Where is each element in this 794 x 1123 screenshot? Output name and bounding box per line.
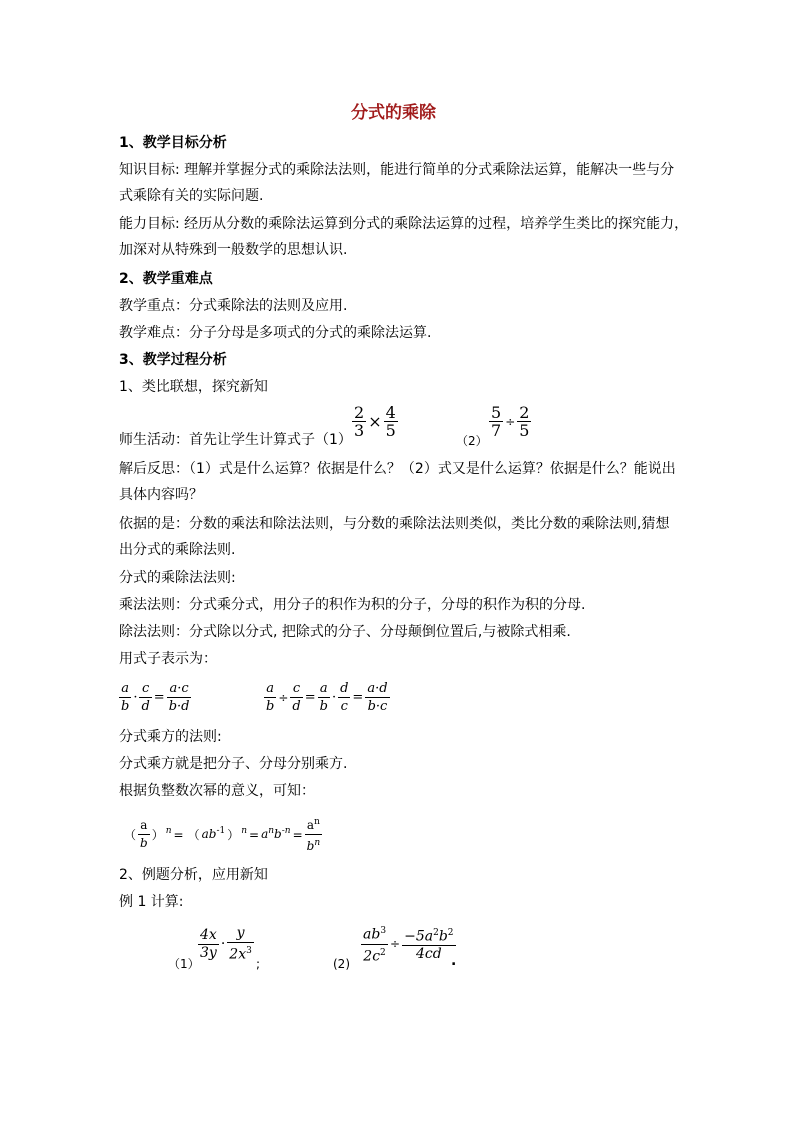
power-rule-formula: （ $\frac{a}{b}$ ） $^n$ = （ $ab^{-1}$ ） $^n = a^nb^{-n}$ = $\frac{a^n}{b^n}$ (124, 817, 321, 853)
example2-expression: $\frac{ab^3}{2c^2}$ ÷ $\frac{-5a^2b^2}{4cd}$ (363, 926, 454, 965)
ability-goal-line1: 能力目标: 经历从分数的乘除法运算到分式的乘除法运算的过程，培养学生类比的探究能力， (119, 216, 689, 232)
rules-heading: 分式的乘除法法则: (119, 570, 236, 586)
division-rule: 除法法则：分式除以分式, 把除式的分子、分母颠倒位置后,与被除式相乘. (119, 624, 571, 640)
section-heading-process: 3、教学过程分析 (119, 352, 227, 368)
expression-intro: 用式子表示为： (119, 651, 217, 667)
negative-exponent-intro: 根据负整数次幂的意义，可知： (119, 783, 315, 799)
page-title: 分式的乘除 (351, 103, 436, 123)
multiplication-rule: 乘法法则：分式乘分式，用分子的积作为积的分子，分母的积作为积的分母. (119, 597, 586, 613)
difficulty-text: 教学难点：分子分母是多项式的分式的乘除法运算. (119, 325, 432, 341)
section-heading-objectives: 1、教学目标分析 (119, 135, 227, 151)
step1-heading: 1、类比联想，探究新知 (119, 379, 268, 395)
basis-line1: 依据的是：分数的乘法和除法法则，与分数的乘除法法则类似，类比分数的乘除法则,猜想 (119, 516, 670, 532)
example-separator: ; (256, 957, 261, 971)
key-point-text: 教学重点：分式乘除法的法则及应用. (119, 298, 348, 314)
knowledge-goal-line2: 式乘除有关的实际问题. (119, 188, 264, 204)
fraction-division: $\frac{5}{7}$ ÷ $\frac{2}{5}$ (491, 403, 530, 440)
section-heading-key-points: 2、教学重难点 (119, 271, 213, 287)
power-rule-text: 分式乘方就是把分子、分母分别乘方. (119, 756, 348, 772)
basis-line2: 出分式的乘除法则. (119, 542, 236, 558)
example-label-1: （1） (168, 957, 200, 971)
example1-expression: $\frac{4x}{3y}$ · $\frac{y}{2x^3}$ (200, 925, 252, 963)
reflection-line1: 解后反思：（1）式是什么运算？依据是什么？（2）式又是什么运算？依据是什么？能说出 (119, 461, 676, 477)
fraction-multiplication: $\frac{2}{3}$ × $\frac{4}{5}$ (354, 403, 396, 440)
knowledge-goal-line1: 知识目标: 理解并掌握分式的乘除法法则，能进行简单的分式乘除法运算，能解决一些与分 (119, 162, 675, 178)
activity-text: 师生活动：首先让学生计算式子（1） (119, 432, 352, 448)
step2-heading: 2、例题分析，应用新知 (119, 867, 268, 883)
example-end-period: . (451, 953, 457, 969)
ability-goal-line2: 加深对从特殊到一般数学的思想认识. (119, 242, 348, 258)
power-rule-heading: 分式乘方的法则: (119, 729, 222, 745)
division-rule-formula: $\frac{a}{b}$ ÷ $\frac{c}{d}$ = $\frac{a}{b}$ · $\frac{d}{c}$ = $\frac{a\cdot d}{b\cdot c}$ (266, 681, 388, 714)
multiplication-rule-formula: $\frac{a}{b}$ · $\frac{c}{d}$ = $\frac{a\cdot c}{b\cdot d}$ (121, 681, 190, 714)
example1-heading: 例 1 计算: (119, 894, 184, 910)
reflection-line2: 具体内容吗？ (119, 487, 203, 503)
item2-label: （2） (456, 434, 488, 448)
example-label-2: (2) (333, 957, 350, 971)
